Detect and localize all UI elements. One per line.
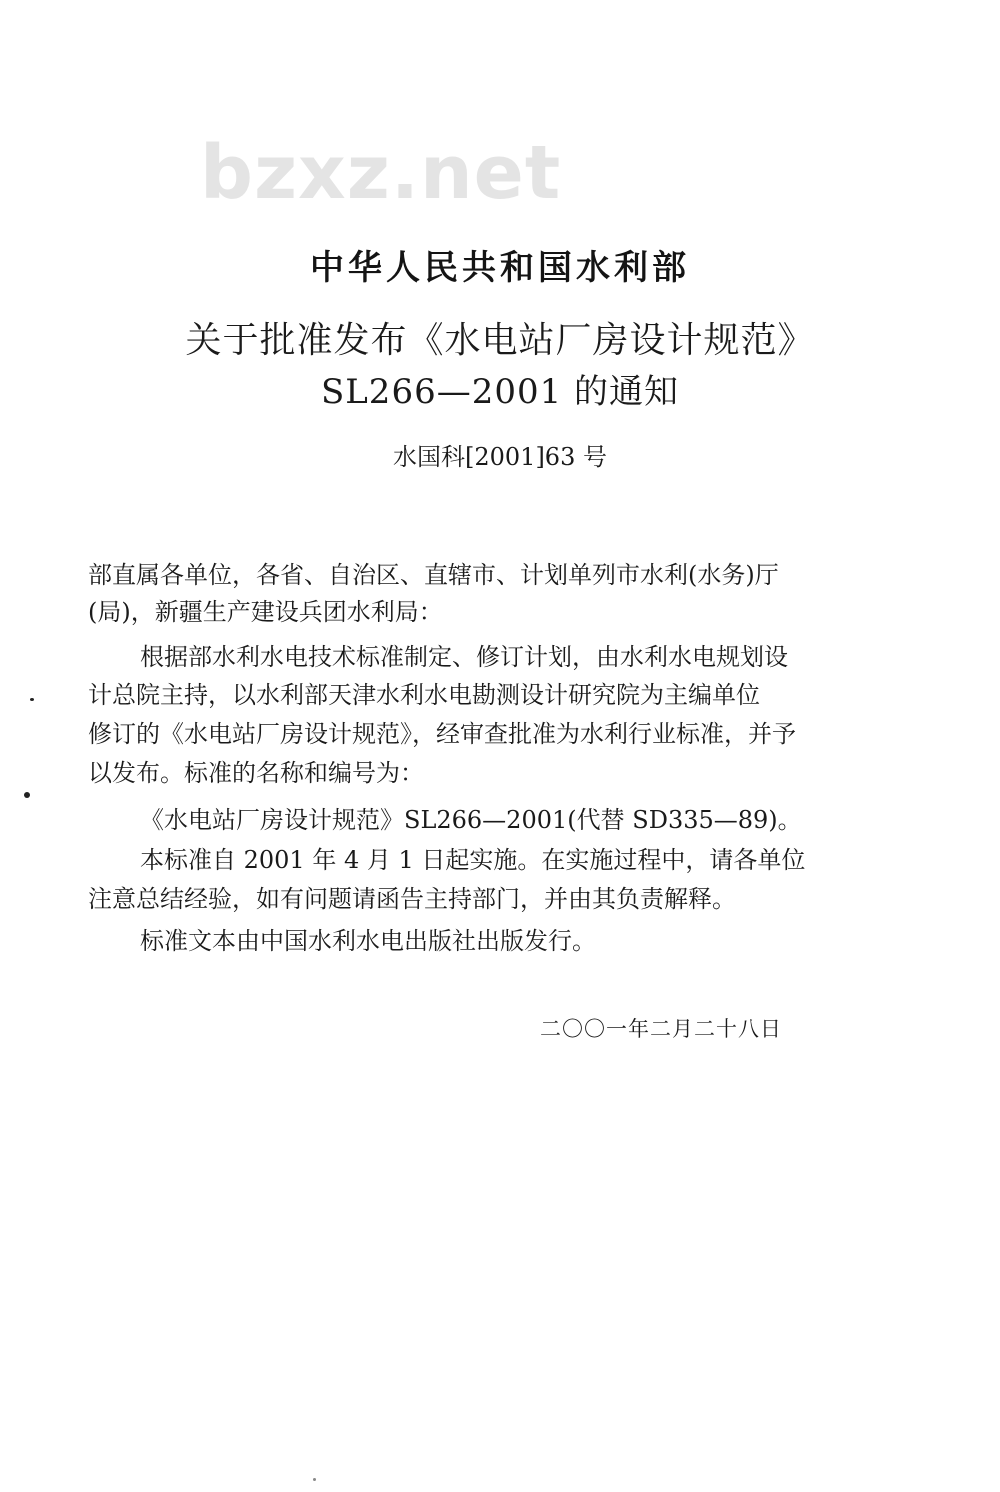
body-line: 标准文本由中国水利水电出版社出版发行。 — [140, 927, 596, 955]
notice-title-line-2: SL266—2001 的通知 — [320, 372, 680, 412]
body-line: 修订的《水电站厂房设计规范》，经审查批准为水利行业标准，并予 — [88, 720, 796, 748]
body-line: 部直属各单位，各省、自治区、直辖市、计划单列市水利(水务)厅 — [88, 561, 779, 589]
body-line: 计总院主持，以水利部天津水利水电勘测设计研究院为主编单位 — [88, 681, 760, 709]
body-line: 注意总结经验，如有问题请函告主持部门，并由其负责解释。 — [88, 885, 736, 913]
watermark-logo: bzxz.net — [200, 130, 562, 216]
scan-speck — [30, 698, 34, 701]
body-line: 以发布。标准的名称和编号为： — [88, 759, 424, 787]
notice-title-line-1: 关于批准发布《水电站厂房设计规范》 — [185, 320, 815, 361]
scan-speck — [313, 1478, 316, 1481]
scan-speck — [24, 792, 30, 798]
body-line: 《水电站厂房设计规范》SL266—2001(代替 SD335—89)。 — [140, 806, 802, 834]
body-line: 根据部水利水电技术标准制定、修订计划，由水利水电规划设 — [140, 643, 788, 671]
body-line: 本标准自 2001 年 4 月 1 日起实施。在实施过程中，请各单位 — [140, 846, 806, 874]
document-number: 水国科[2001]63 号 — [393, 443, 607, 471]
issue-date: 二〇〇一年二月二十八日 — [540, 1017, 782, 1041]
issuing-organization: 中华人民共和国水利部 — [310, 248, 690, 288]
body-line: (局)，新疆生产建设兵团水利局： — [88, 598, 443, 626]
